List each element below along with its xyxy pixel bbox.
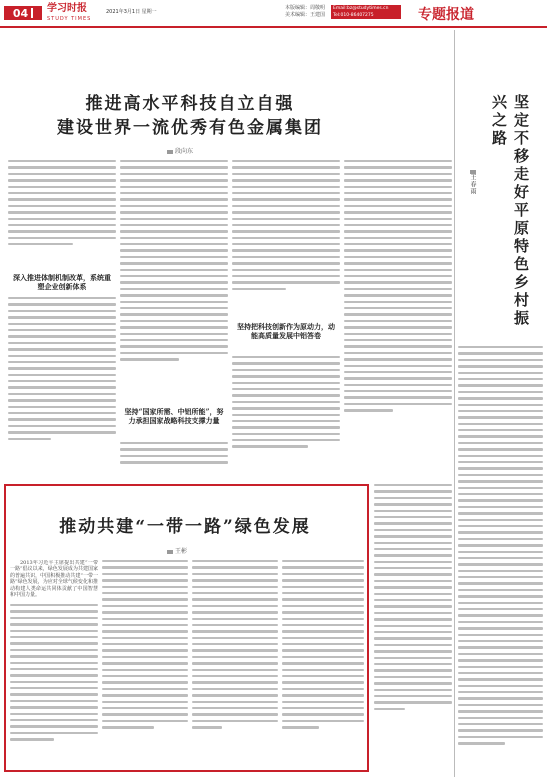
column-rule [454,30,455,777]
article2-col2-text [102,560,188,766]
header-divider [0,26,547,28]
article1-title [30,92,350,140]
newspaper-name: 学习时报 [47,3,87,14]
article3-text [458,346,543,772]
article1-subhead-3: 坚持把科技创新作为原动力，动能高质量发展中铝答卷 [237,322,335,340]
article2-title: 推动共建“一带一路”绿色发展 [59,517,311,537]
section-title: 专题报道 [418,7,474,23]
article1-title-line1: 推进高水平科技自立自强 [85,94,295,114]
editor-credits: 本版编辑：周敬明 美术编辑：王建国 [285,5,326,18]
article3-title [488,94,532,334]
article3-title-text: 坚定不移走好平原特色乡村振兴之路 [490,94,530,328]
article1-col1-text-b [8,297,116,472]
newspaper-name-en: STUDY TIMES [47,16,92,22]
article1-col1-text [8,160,116,272]
article2-lead-text: 2013年习近平主席提出共建“一带一路”倡议以来，绿色发展成为共建国家的普遍共识，中国积极推动共建“一带一路”绿色发展，为应对全球气候变化和推动构建人类命运共同体贡献了中国智慧和中国力量。 [10,560,98,599]
article1-col3-text [232,160,340,320]
newspaper-logo [47,4,91,24]
article2-col3-text [192,560,278,766]
article2-col1-text [10,604,98,766]
article1-subhead-1: 深入推进体制机制改革，系统重塑企业创新体系 [13,273,111,291]
article2-col4-text [282,560,364,766]
article2-author: 王彬 [167,546,187,555]
page-number-badge [4,6,42,20]
article1-col2-text-b [120,442,228,472]
contact-box: Email:bz@studytimes.cn Tel:010-86407275 [331,5,401,19]
page-header [0,0,547,24]
article3-author: 王春雨 [468,170,478,195]
article1-col4-text [344,160,452,472]
article1-col3-text-b [232,356,340,472]
article1-title-line2: 建设世界一流优秀有色金属集团 [57,118,323,138]
article1-author: 段向东 [167,146,193,155]
article1-col4-continued [374,484,452,772]
article1-subhead-2: 坚持“国家所需、中铝所能”，努力承担国家战略科技支撑力量 [124,407,224,425]
article2-lead-paragraph [10,560,98,600]
page-number: 04 [12,6,29,20]
article1-col2-text [120,160,228,405]
issue-date: 2021年3月1日 星期一 [106,9,157,15]
